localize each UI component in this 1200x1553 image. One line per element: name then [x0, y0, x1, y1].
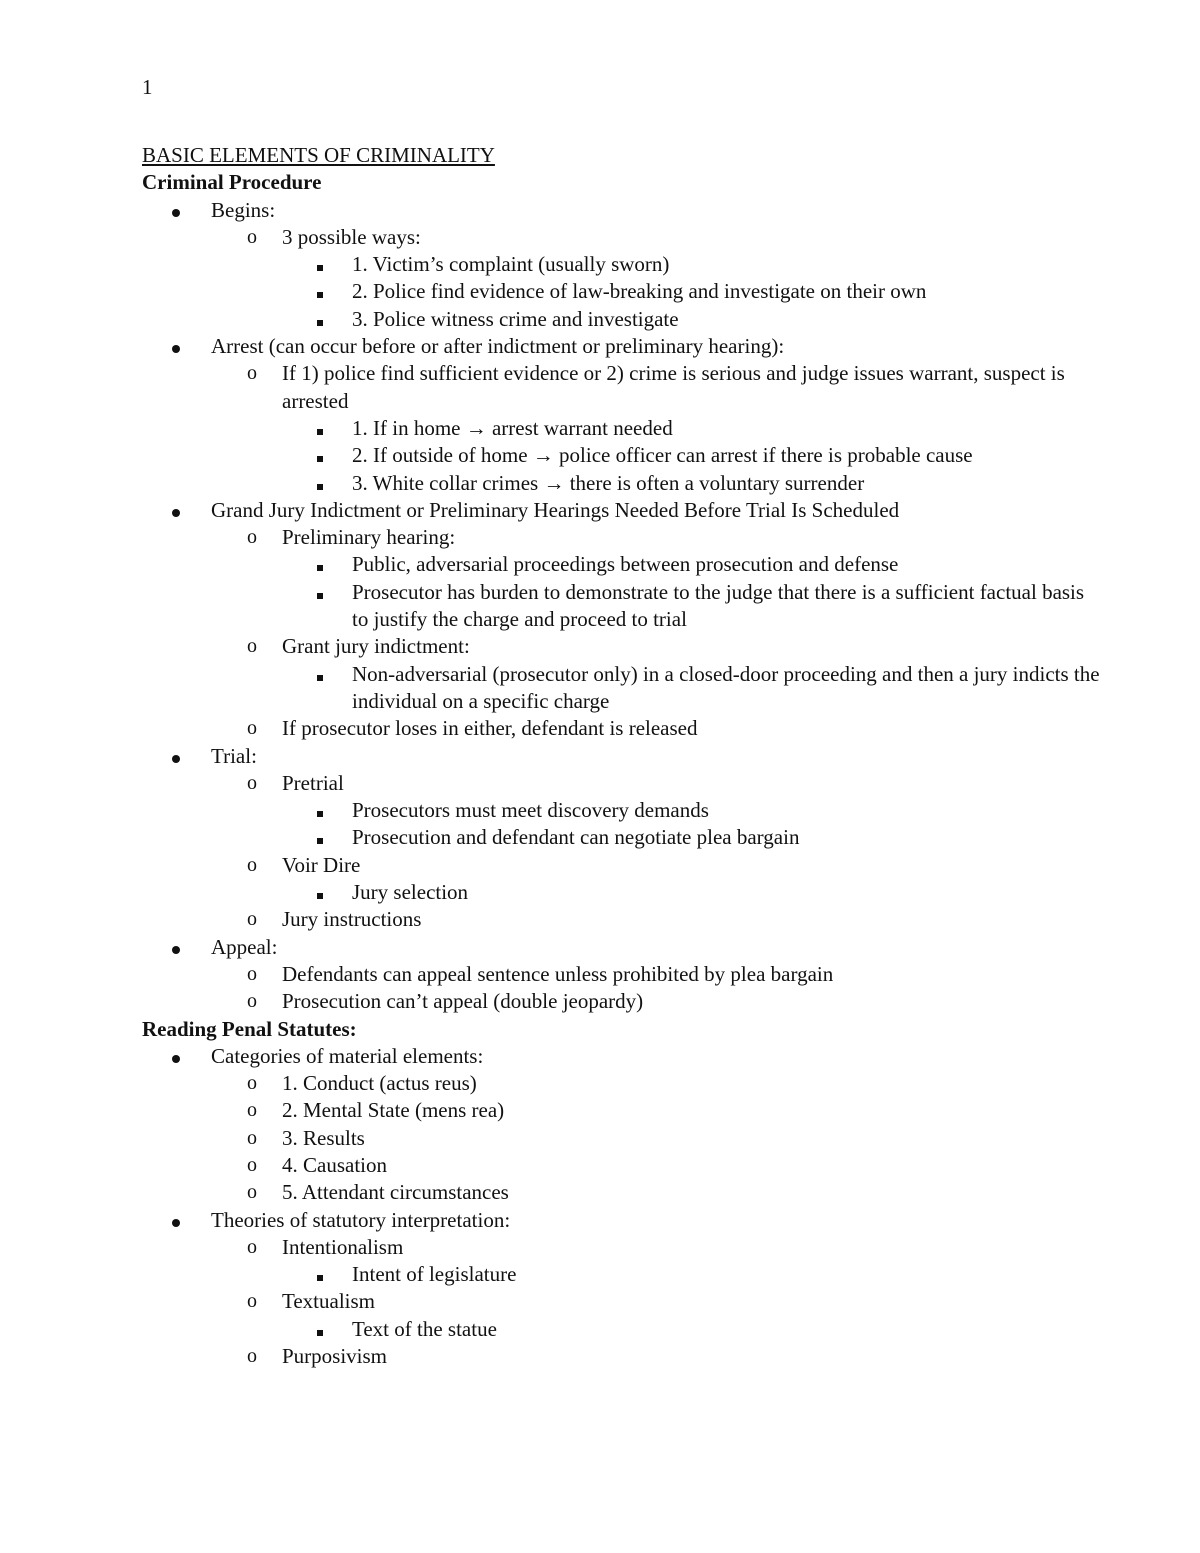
sub-sub-bullet-list: [142, 797, 1102, 852]
document-body: [142, 142, 1102, 1370]
sub-bullet-text: 1. Conduct (actus reus): [282, 1071, 477, 1096]
bullet-circle-icon: o: [247, 635, 257, 658]
sub-bullet-list: [142, 524, 1102, 742]
bullet-circle-icon: o: [247, 526, 257, 549]
sub-bullet-text: Purposivism: [282, 1344, 388, 1369]
bullet-dot-icon: [172, 934, 180, 961]
bullet-item: [142, 1207, 1102, 1234]
bullet-circle-icon: o: [247, 990, 257, 1013]
sub-sub-bullet-item: [142, 251, 1102, 278]
sub-bullet-text: Jury instructions: [282, 907, 422, 932]
sub-bullet-item: [142, 1125, 1102, 1152]
bullet-circle-icon: o: [247, 1235, 257, 1258]
sub-sub-bullet-text: Non-adversarial (prosecutor only) in a closed-door proceeding and then a jury indicts the individual on a specific charge: [352, 661, 1100, 713]
bullet-square-icon: [317, 661, 323, 688]
sub-sub-bullet-item: [142, 1261, 1102, 1288]
sub-bullet-item: [142, 1179, 1102, 1206]
sub-bullet-text: If prosecutor loses in either, defendant is released: [282, 716, 698, 741]
sub-bullet-text: Textualism: [282, 1289, 376, 1314]
sub-bullet-text: Grant jury indictment:: [282, 634, 470, 659]
sub-sub-bullet-text: 1. Victim’s complaint (usually sworn): [352, 252, 670, 277]
bullet-circle-icon: o: [247, 771, 257, 794]
sub-sub-bullet-list: [142, 251, 1102, 333]
sub-sub-bullet-item: [142, 824, 1102, 851]
bullet-circle-icon: o: [247, 908, 257, 931]
sub-sub-bullet-list: [142, 661, 1102, 716]
sub-bullet-list: [142, 961, 1102, 1016]
bullet-text: Categories of material elements:: [211, 1043, 484, 1068]
sub-sub-bullet-item: [142, 278, 1102, 305]
sub-sub-bullet-item: [142, 470, 1102, 497]
bullet-square-icon: [317, 879, 323, 906]
bullet-circle-icon: o: [247, 853, 257, 876]
bullet-item: [142, 1043, 1102, 1070]
bullet-circle-icon: o: [247, 717, 257, 740]
bullet-circle-icon: o: [247, 1153, 257, 1176]
bullet-text: Begins:: [211, 197, 276, 222]
sub-bullet-item: [142, 524, 1102, 551]
sub-bullet-text: Intentionalism: [282, 1234, 404, 1259]
sub-bullet-text: Voir Dire: [282, 852, 361, 877]
sub-sub-bullet-list: [142, 1316, 1102, 1343]
sub-sub-bullet-list: [142, 551, 1102, 633]
bullet-dot-icon: [172, 743, 180, 770]
bullet-dot-icon: [172, 1043, 180, 1070]
sub-bullet-list: [142, 770, 1102, 934]
bullet-item: [142, 197, 1102, 224]
bullet-list: [142, 197, 1102, 1016]
sub-bullet-item: [142, 633, 1102, 660]
bullet-circle-icon: o: [247, 1126, 257, 1149]
sub-bullet-text: Defendants can appeal sentence unless prohibited by plea bargain: [282, 961, 834, 986]
section-title: Reading Penal Statutes:: [142, 1016, 357, 1041]
sub-bullet-text: 5. Attendant circumstances: [282, 1180, 509, 1205]
sub-sub-bullet-list: [142, 879, 1102, 906]
sub-bullet-text: 4. Causation: [282, 1152, 387, 1177]
sub-bullet-item: [142, 988, 1102, 1015]
bullet-item: [142, 497, 1102, 524]
bullet-circle-icon: o: [247, 1345, 257, 1368]
bullet-square-icon: [317, 1316, 323, 1343]
bullet-item: [142, 934, 1102, 961]
bullet-square-icon: [317, 1261, 323, 1288]
sub-sub-bullet-item: [142, 551, 1102, 578]
sub-sub-bullet-text: Prosecutor has burden to demonstrate to the judge that there is a sufficient factual basis to justify the charge and proceed to trial: [352, 579, 1085, 632]
outline-sections: [142, 169, 1102, 1370]
sub-sub-bullet-text: 3. Police witness crime and investigate: [352, 306, 679, 331]
bullet-square-icon: [317, 306, 323, 333]
bullet-square-icon: [317, 797, 323, 824]
bullet-list: [142, 1043, 1102, 1371]
bullet-circle-icon: o: [247, 362, 257, 385]
bullet-text: Grand Jury Indictment or Preliminary Hearings Needed Before Trial Is Scheduled: [211, 497, 900, 522]
bullet-square-icon: [317, 415, 323, 442]
document-heading: BASIC ELEMENTS OF CRIMINALITY: [142, 143, 495, 167]
sub-bullet-text: Pretrial: [282, 770, 344, 795]
sub-bullet-text: 3. Results: [282, 1125, 365, 1150]
bullet-circle-icon: o: [247, 962, 257, 985]
bullet-square-icon: [317, 579, 323, 606]
bullet-circle-icon: o: [247, 1290, 257, 1313]
bullet-circle-icon: o: [247, 1099, 257, 1122]
sub-bullet-item: [142, 961, 1102, 988]
bullet-dot-icon: [172, 197, 180, 224]
sub-sub-bullet-item: [142, 579, 1102, 634]
bullet-text: Trial:: [211, 743, 257, 768]
bullet-circle-icon: o: [247, 1072, 257, 1095]
bullet-square-icon: [317, 442, 323, 469]
page-number: 1: [142, 75, 153, 99]
sub-sub-bullet-item: [142, 879, 1102, 906]
sub-bullet-item: [142, 1343, 1102, 1370]
sub-bullet-item: [142, 852, 1102, 879]
sub-bullet-list: [142, 1234, 1102, 1370]
bullet-dot-icon: [172, 1207, 180, 1234]
sub-bullet-item: [142, 1234, 1102, 1261]
bullet-square-icon: [317, 551, 323, 578]
sub-sub-bullet-text: 1. If in home → arrest warrant needed: [352, 415, 673, 440]
bullet-circle-icon: o: [247, 1181, 257, 1204]
sub-sub-bullet-item: [142, 415, 1102, 442]
sub-sub-bullet-text: 3. White collar crimes → there is often a voluntary surrender: [352, 470, 865, 495]
sub-sub-bullet-text: 2. If outside of home → police officer can arrest if there is probable cause: [352, 443, 973, 468]
sub-bullet-text: 2. Mental State (mens rea): [282, 1098, 505, 1123]
sub-bullet-list: [142, 360, 1102, 496]
sub-sub-bullet-text: Public, adversarial proceedings between prosecution and defense: [352, 552, 899, 577]
sub-sub-bullet-text: Prosecutors must meet discovery demands: [352, 798, 709, 823]
sub-bullet-item: [142, 770, 1102, 797]
bullet-square-icon: [317, 824, 323, 851]
sub-sub-bullet-text: Text of the statue: [352, 1316, 497, 1341]
sub-bullet-text: Prosecution can’t appeal (double jeopardy): [282, 989, 644, 1014]
outline-section: [142, 1016, 1102, 1371]
sub-bullet-item: [142, 224, 1102, 251]
bullet-text: Appeal:: [211, 934, 278, 959]
sub-sub-bullet-item: [142, 797, 1102, 824]
bullet-square-icon: [317, 278, 323, 305]
bullet-dot-icon: [172, 497, 180, 524]
sub-sub-bullet-text: 2. Police find evidence of law-breaking and investigate on their own: [352, 279, 927, 304]
bullet-item: [142, 333, 1102, 360]
sub-sub-bullet-item: [142, 1316, 1102, 1343]
sub-bullet-item: [142, 1152, 1102, 1179]
sub-bullet-item: [142, 906, 1102, 933]
bullet-dot-icon: [172, 333, 180, 360]
sub-sub-bullet-text: Prosecution and defendant can negotiate plea bargain: [352, 825, 800, 850]
sub-bullet-item: [142, 360, 1102, 415]
sub-sub-bullet-item: [142, 306, 1102, 333]
sub-bullet-list: [142, 1070, 1102, 1206]
bullet-item: [142, 743, 1102, 770]
sub-bullet-list: [142, 224, 1102, 333]
bullet-text: Theories of statutory interpretation:: [211, 1207, 511, 1232]
sub-bullet-item: [142, 1288, 1102, 1315]
sub-bullet-text: If 1) police find sufficient evidence or 2) crime is serious and judge issues warrant, suspect is arrested: [282, 361, 1065, 413]
sub-sub-bullet-text: Intent of legislature: [352, 1262, 517, 1287]
sub-bullet-item: [142, 1097, 1102, 1124]
bullet-text: Arrest (can occur before or after indictment or preliminary hearing):: [211, 334, 785, 359]
sub-bullet-text: Preliminary hearing:: [282, 525, 456, 550]
sub-bullet-text: 3 possible ways:: [282, 224, 421, 249]
outline-section: [142, 169, 1102, 1015]
bullet-circle-icon: o: [247, 225, 257, 248]
sub-bullet-item: [142, 715, 1102, 742]
sub-bullet-item: [142, 1070, 1102, 1097]
sub-sub-bullet-item: [142, 661, 1102, 716]
sub-sub-bullet-item: [142, 442, 1102, 469]
sub-sub-bullet-text: Jury selection: [352, 880, 469, 905]
bullet-square-icon: [317, 251, 323, 278]
section-title: Criminal Procedure: [142, 170, 322, 195]
sub-sub-bullet-list: [142, 1261, 1102, 1288]
bullet-square-icon: [317, 470, 323, 497]
sub-sub-bullet-list: [142, 415, 1102, 497]
